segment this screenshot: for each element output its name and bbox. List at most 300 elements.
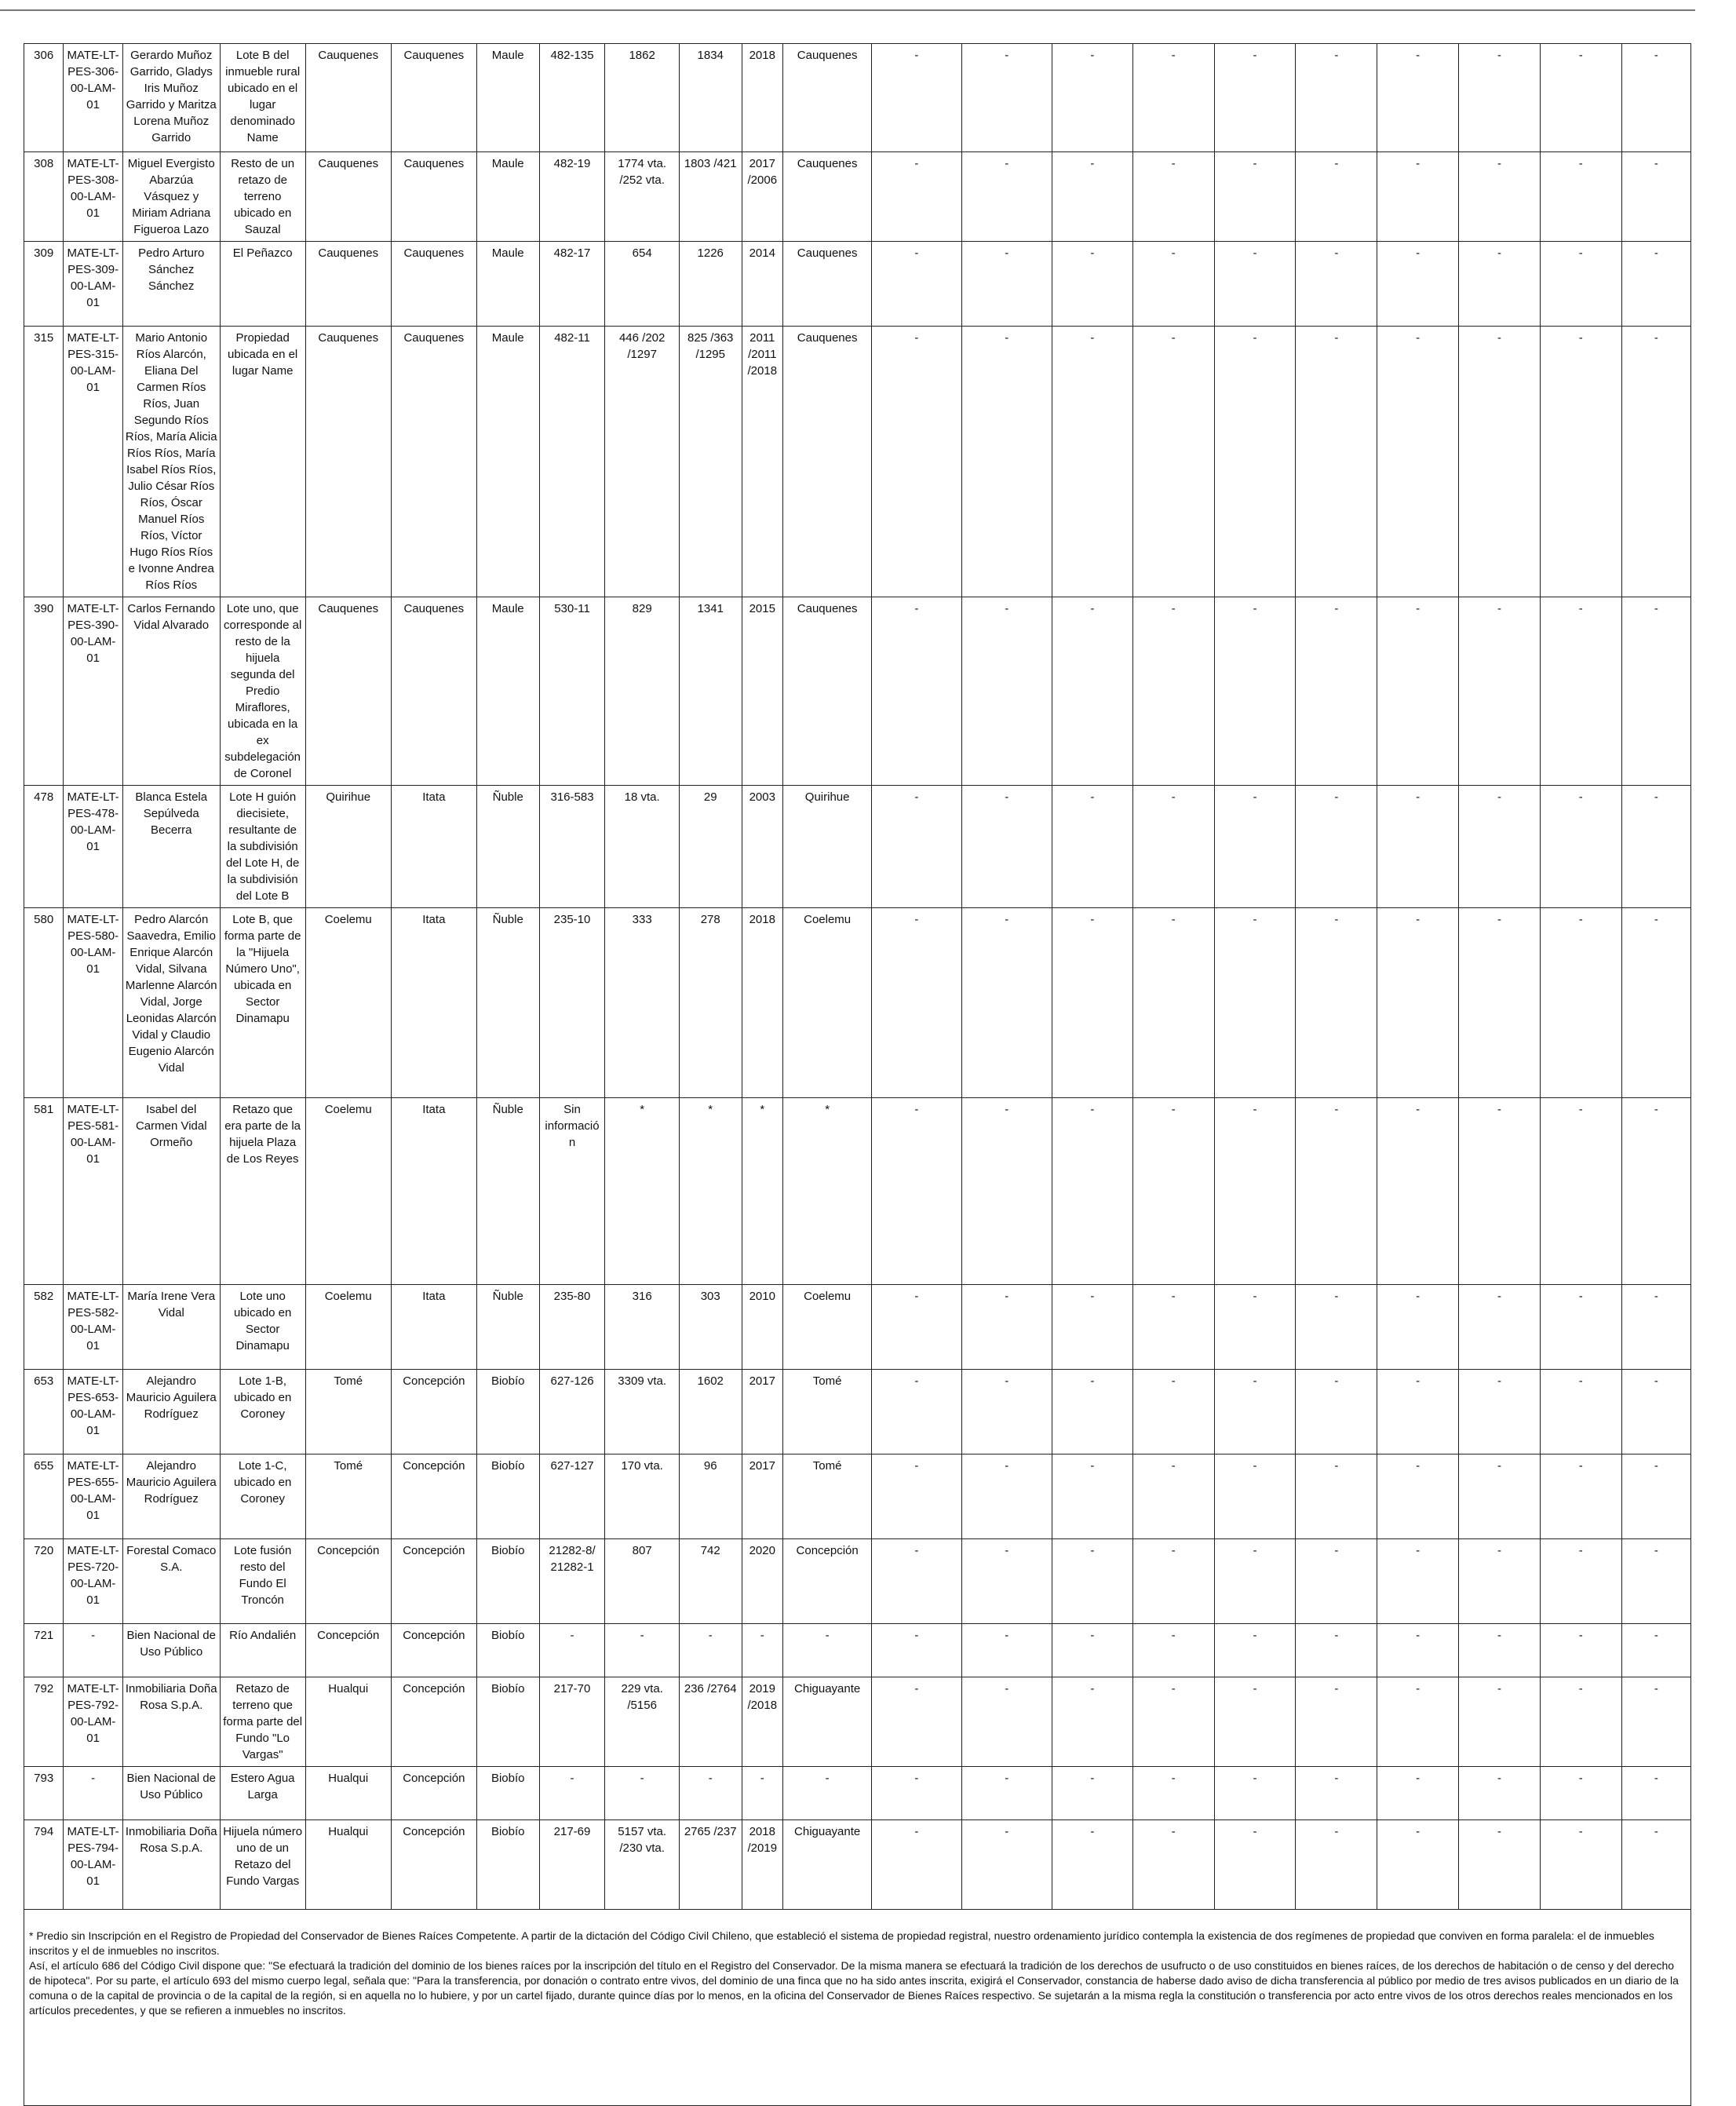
table-cell: - [961,1820,1052,1910]
table-cell: - [872,242,961,327]
table-cell: - [1621,1677,1690,1767]
table-row [24,597,1691,786]
table-cell: - [1540,1370,1621,1454]
table-cell: - [1296,327,1377,597]
table-cell: - [1296,908,1377,1098]
table-cell: - [1459,597,1541,786]
table-cell: Cauquenes [391,242,476,327]
table-cell: 315 [24,327,64,597]
table-cell: - [1296,1454,1377,1539]
table-cell: 236 /2764 [679,1677,742,1767]
table-cell: - [961,1767,1052,1820]
table-cell: Tomé [305,1370,391,1454]
table-cell: 582 [24,1285,64,1370]
table-cell: Itata [391,1098,476,1285]
footnote-box [24,1910,1691,2106]
table-cell: Río Andalién [220,1624,305,1677]
table-cell: Lote B, que forma parte de la "Hijuela Número Uno", ubicada en Sector Dinamapu [220,908,305,1098]
table-cell: 482-19 [539,152,605,242]
table-cell: Coelemu [305,1098,391,1285]
table-cell: Concepción [391,1677,476,1767]
document-page [24,43,1691,2106]
table-cell: * [605,1098,679,1285]
table-cell: MATE-LT-PES-308-00-LAM-01 [64,152,123,242]
table-cell: - [872,786,961,908]
table-cell: Concepción [783,1539,872,1624]
table-cell: 308 [24,152,64,242]
table-cell: - [1540,1454,1621,1539]
table-cell: MATE-LT-PES-581-00-LAM-01 [64,1098,123,1285]
table-cell: - [1540,1767,1621,1820]
table-cell: - [1296,1677,1377,1767]
table-body [24,44,1691,1910]
table-cell: Bien Nacional de Uso Público [122,1624,220,1677]
table-cell: - [1052,152,1132,242]
table-cell: - [961,1624,1052,1677]
table-row [24,1539,1691,1624]
table-cell: Bien Nacional de Uso Público [122,1767,220,1820]
table-cell: 581 [24,1098,64,1285]
table-cell: - [742,1624,782,1677]
table-cell: - [961,1370,1052,1454]
table-cell: Coelemu [305,908,391,1098]
table-cell: 29 [679,786,742,908]
table-cell: 825 /363 /1295 [679,327,742,597]
table-cell: - [1377,1677,1459,1767]
table-cell: - [1296,1767,1377,1820]
table-cell: - [1296,1624,1377,1677]
table-cell: Inmobiliaria Doña Rosa S.p.A. [122,1820,220,1910]
table-cell: - [1132,1285,1214,1370]
table-cell: Lote uno ubicado en Sector Dinamapu [220,1285,305,1370]
table-cell: - [1377,44,1459,152]
table-cell: Tomé [305,1454,391,1539]
table-cell: - [1052,1370,1132,1454]
table-cell: MATE-LT-PES-478-00-LAM-01 [64,786,123,908]
table-cell: 309 [24,242,64,327]
table-cell: - [1459,1454,1541,1539]
table-cell: 1774 vta. /252 vta. [605,152,679,242]
table-cell: - [1621,242,1690,327]
table-cell: - [1296,1539,1377,1624]
table-cell: Ñuble [476,1098,539,1285]
table-cell: - [783,1624,872,1677]
table-cell: * [783,1098,872,1285]
table-cell: Lote 1-B, ubicado en Coroney [220,1370,305,1454]
table-cell: 3309 vta. [605,1370,679,1454]
table-row [24,152,1691,242]
table-row [24,1677,1691,1767]
table-cell: Isabel del Carmen Vidal Ormeño [122,1098,220,1285]
table-cell: - [1540,786,1621,908]
table-cell: Lote fusión resto del Fundo El Troncón [220,1539,305,1624]
table-cell: MATE-LT-PES-580-00-LAM-01 [64,908,123,1098]
table-cell: - [1132,242,1214,327]
table-cell: 2015 [742,597,782,786]
table-cell: - [1132,152,1214,242]
table-cell: 2765 /237 [679,1820,742,1910]
table-cell: 807 [605,1539,679,1624]
table-row [24,327,1691,597]
table-cell: - [1132,597,1214,786]
table-cell: 2010 [742,1285,782,1370]
table-cell: - [872,327,961,597]
table-row [24,1820,1691,1910]
table-row [24,1285,1691,1370]
table-cell: 478 [24,786,64,908]
table-cell: - [1459,1285,1541,1370]
table-cell: - [1132,786,1214,908]
table-cell: Hijuela número uno de un Retazo del Fundo Vargas [220,1820,305,1910]
table-cell: Concepción [391,1820,476,1910]
table-cell: - [1621,1624,1690,1677]
table-cell: - [1621,786,1690,908]
table-cell: 2018 [742,44,782,152]
table-cell: - [1132,1820,1214,1910]
table-cell: 1862 [605,44,679,152]
table-cell: - [1459,1624,1541,1677]
table-cell: 580 [24,908,64,1098]
table-cell: - [961,1285,1052,1370]
table-cell: - [1052,786,1132,908]
table-cell: - [1459,1370,1541,1454]
table-cell: Tomé [783,1370,872,1454]
table-cell: - [1540,1624,1621,1677]
table-cell: - [539,1767,605,1820]
table-cell: - [1377,1767,1459,1820]
table-cell: - [1296,1820,1377,1910]
table-cell: MATE-LT-PES-655-00-LAM-01 [64,1454,123,1539]
table-cell: - [1132,44,1214,152]
table-cell: Resto de un retazo de terreno ubicado en Sauzal [220,152,305,242]
table-cell: - [1377,1820,1459,1910]
table-cell: Alejandro Mauricio Aguilera Rodríguez [122,1454,220,1539]
table-cell: Blanca Estela Sepúlveda Becerra [122,786,220,908]
table-cell: * [742,1098,782,1285]
table-cell: 655 [24,1454,64,1539]
table-cell: - [872,1098,961,1285]
table-cell: Maule [476,597,539,786]
table-cell: 2018 /2019 [742,1820,782,1910]
table-cell: 482-17 [539,242,605,327]
table-cell: 2014 [742,242,782,327]
table-cell: - [1540,327,1621,597]
table-cell: Cauquenes [305,327,391,597]
table-cell: - [1214,327,1296,597]
table-cell: 235-10 [539,908,605,1098]
table-cell: Tomé [783,1454,872,1539]
table-cell: María Irene Vera Vidal [122,1285,220,1370]
table-cell: Maule [476,327,539,597]
table-cell: 1602 [679,1370,742,1454]
table-cell: Cauquenes [391,44,476,152]
table-cell: - [961,327,1052,597]
property-registry-table [24,43,1691,1910]
table-cell: Itata [391,908,476,1098]
table-cell: 829 [605,597,679,786]
table-cell: Lote H guión diecisiete, resultante de la subdivisión del Lote H, de la subdivisión del Lote B [220,786,305,908]
table-cell: - [1052,1820,1132,1910]
table-cell: Chiguayante [783,1820,872,1910]
table-cell: 306 [24,44,64,152]
table-cell: MATE-LT-PES-792-00-LAM-01 [64,1677,123,1767]
table-cell: - [1214,597,1296,786]
table-cell: - [872,908,961,1098]
table-row [24,1624,1691,1677]
table-cell: Ñuble [476,1285,539,1370]
table-cell: - [1377,1539,1459,1624]
table-cell: - [1214,1454,1296,1539]
table-cell: MATE-LT-PES-720-00-LAM-01 [64,1539,123,1624]
table-cell: - [1296,1098,1377,1285]
table-cell: - [1459,327,1541,597]
table-cell: 482-135 [539,44,605,152]
table-cell: - [1621,908,1690,1098]
table-cell: - [1296,1370,1377,1454]
table-cell: 303 [679,1285,742,1370]
table-cell: - [1214,44,1296,152]
table-cell: - [679,1767,742,1820]
table-cell: - [1459,1677,1541,1767]
table-cell: 333 [605,908,679,1098]
table-cell: Biobío [476,1767,539,1820]
table-cell: 170 vta. [605,1454,679,1539]
table-cell: 2018 [742,908,782,1098]
table-cell: - [1621,1285,1690,1370]
table-cell: - [1296,1285,1377,1370]
table-cell: Propiedad ubicada en el lugar Name [220,327,305,597]
table-cell: - [1377,1098,1459,1285]
table-cell: - [1459,44,1541,152]
table-row [24,1767,1691,1820]
table-cell: Cauquenes [391,152,476,242]
table-cell: 627-127 [539,1454,605,1539]
table-cell: Pedro Alarcón Saavedra, Emilio Enrique Alarcón Vidal, Silvana Marlenne Alarcón Vidal, Jorge Leonidas Alarcón Vidal y Claudio Eugenio Alarcón Vidal [122,908,220,1098]
table-cell: - [1377,786,1459,908]
table-cell: - [961,44,1052,152]
table-cell: - [872,1370,961,1454]
table-cell: 627-126 [539,1370,605,1454]
table-cell: Gerardo Muñoz Garrido, Gladys Iris Muñoz Garrido y Maritza Lorena Muñoz Garrido [122,44,220,152]
table-cell: - [1540,1677,1621,1767]
table-cell: Lote uno, que corresponde al resto de la hijuela segunda del Predio Miraflores, ubicada en la ex subdelegación de Coronel [220,597,305,786]
table-cell: 446 /202 /1297 [605,327,679,597]
table-cell: - [1214,152,1296,242]
table-cell: - [1052,1098,1132,1285]
table-cell: - [1621,1539,1690,1624]
table-row [24,44,1691,152]
table-cell: - [1214,1098,1296,1285]
table-cell: Forestal Comaco S.A. [122,1539,220,1624]
table-cell: Cauquenes [305,44,391,152]
table-cell: - [1459,786,1541,908]
table-cell: Retazo que era parte de la hijuela Plaza de Los Reyes [220,1098,305,1285]
table-cell: - [1621,1454,1690,1539]
table-cell: - [1132,1370,1214,1454]
table-cell: - [1459,1767,1541,1820]
table-cell: 2003 [742,786,782,908]
table-cell: 793 [24,1767,64,1820]
table-cell: MATE-LT-PES-582-00-LAM-01 [64,1285,123,1370]
table-cell: 18 vta. [605,786,679,908]
table-cell: - [1132,908,1214,1098]
table-cell: 96 [679,1454,742,1539]
table-cell: - [1540,1285,1621,1370]
table-cell: Biobío [476,1677,539,1767]
table-cell: - [1296,597,1377,786]
table-cell: 2017 /2006 [742,152,782,242]
table-cell: - [1377,327,1459,597]
table-row [24,908,1691,1098]
table-cell: - [1621,597,1690,786]
table-cell: 21282-8/ 21282-1 [539,1539,605,1624]
table-cell: - [1377,597,1459,786]
table-cell: Hualqui [305,1820,391,1910]
table-cell: - [1296,242,1377,327]
table-cell: Lote B del inmueble rural ubicado en el lugar denominado Name [220,44,305,152]
table-cell: - [1214,1820,1296,1910]
table-cell: 229 vta. /5156 [605,1677,679,1767]
table-cell: Maule [476,44,539,152]
table-cell: - [872,1677,961,1767]
table-cell: - [872,1539,961,1624]
table-cell: 2011 /2011 /2018 [742,327,782,597]
table-cell: Cauquenes [783,327,872,597]
table-cell: Concepción [391,1370,476,1454]
table-cell: Cauquenes [391,327,476,597]
table-cell: - [539,1624,605,1677]
table-cell: - [1052,1454,1132,1539]
table-cell: - [1540,597,1621,786]
table-cell: Itata [391,1285,476,1370]
table-cell: Lote 1-C, ubicado en Coroney [220,1454,305,1539]
table-cell: Estero Agua Larga [220,1767,305,1820]
table-cell: - [1377,152,1459,242]
table-cell: - [1214,786,1296,908]
table-cell: - [1540,1098,1621,1285]
table-cell: 530-11 [539,597,605,786]
table-cell: - [1459,152,1541,242]
table-cell: - [1052,44,1132,152]
table-cell: - [961,1454,1052,1539]
table-cell: Coelemu [305,1285,391,1370]
table-cell: - [872,152,961,242]
table-cell: - [1621,44,1690,152]
table-cell: - [605,1624,679,1677]
table-cell: 482-11 [539,327,605,597]
table-cell: Mario Antonio Ríos Alarcón, Eliana Del Carmen Ríos Ríos, Juan Segundo Ríos Ríos, María Alicia Ríos Ríos, María Isabel Ríos Ríos, Julio César Ríos Ríos, Óscar Manuel Ríos Ríos, Víctor Hugo Ríos Ríos e Ivonne Andrea Ríos Ríos [122,327,220,597]
table-cell: Hualqui [305,1677,391,1767]
table-cell: - [1132,1454,1214,1539]
table-cell: MATE-LT-PES-306-00-LAM-01 [64,44,123,152]
table-cell: 654 [605,242,679,327]
table-cell: Biobío [476,1624,539,1677]
table-cell: - [1377,908,1459,1098]
table-cell: - [1052,1767,1132,1820]
table-cell: Pedro Arturo Sánchez Sánchez [122,242,220,327]
table-cell: - [1052,597,1132,786]
table-cell: * [679,1098,742,1285]
table-cell: - [1052,1539,1132,1624]
table-cell: - [1377,1285,1459,1370]
table-cell: - [1540,242,1621,327]
table-cell: Cauquenes [783,597,872,786]
table-cell: Concepción [391,1454,476,1539]
table-cell: Cauquenes [391,597,476,786]
table-cell: - [1132,1677,1214,1767]
table-cell: MATE-LT-PES-653-00-LAM-01 [64,1370,123,1454]
table-cell: - [605,1767,679,1820]
table-cell: - [1540,908,1621,1098]
table-cell: Cauquenes [783,44,872,152]
table-cell: Itata [391,786,476,908]
table-cell: 390 [24,597,64,786]
table-cell: - [1540,1539,1621,1624]
table-cell: Quirihue [783,786,872,908]
table-cell: 794 [24,1820,64,1910]
table-cell: Concepción [391,1539,476,1624]
table-cell: Miguel Evergisto Abarzúa Vásquez y Miriam Adriana Figueroa Lazo [122,152,220,242]
table-cell: - [1214,1539,1296,1624]
table-cell: 235-80 [539,1285,605,1370]
table-cell: - [1377,242,1459,327]
table-cell: 2020 [742,1539,782,1624]
table-cell: 1341 [679,597,742,786]
table-cell: El Peñazco [220,242,305,327]
table-cell: - [1132,327,1214,597]
table-cell: - [1377,1624,1459,1677]
table-cell: - [1621,1820,1690,1910]
table-cell: - [961,597,1052,786]
table-cell: - [1621,152,1690,242]
table-cell: - [1214,242,1296,327]
table-cell: - [1214,1624,1296,1677]
table-cell: - [1459,908,1541,1098]
table-row [24,1098,1691,1285]
table-cell: - [1132,1098,1214,1285]
table-cell: 1803 /421 [679,152,742,242]
table-cell: - [1214,1285,1296,1370]
table-cell: Biobío [476,1820,539,1910]
table-cell: Ñuble [476,786,539,908]
table-row [24,1454,1691,1539]
table-cell: 721 [24,1624,64,1677]
table-cell: - [1621,327,1690,597]
table-cell: Coelemu [783,908,872,1098]
table-cell: - [1052,242,1132,327]
table-cell: - [1214,1370,1296,1454]
table-cell: - [1214,1767,1296,1820]
table-cell: - [961,786,1052,908]
table-cell: Alejandro Mauricio Aguilera Rodríguez [122,1370,220,1454]
table-cell: - [961,152,1052,242]
table-cell: - [1540,1820,1621,1910]
table-cell: - [1132,1767,1214,1820]
table-cell: - [1459,1539,1541,1624]
table-cell: - [1214,908,1296,1098]
table-cell: - [872,1767,961,1820]
table-cell: - [1377,1454,1459,1539]
table-cell: - [872,597,961,786]
table-cell: Concepción [305,1624,391,1677]
table-cell: MATE-LT-PES-794-00-LAM-01 [64,1820,123,1910]
table-cell: - [1621,1098,1690,1285]
table-cell: Coelemu [783,1285,872,1370]
table-cell: - [872,1820,961,1910]
table-cell: 1834 [679,44,742,152]
table-cell: MATE-LT-PES-390-00-LAM-01 [64,597,123,786]
table-cell: 278 [679,908,742,1098]
